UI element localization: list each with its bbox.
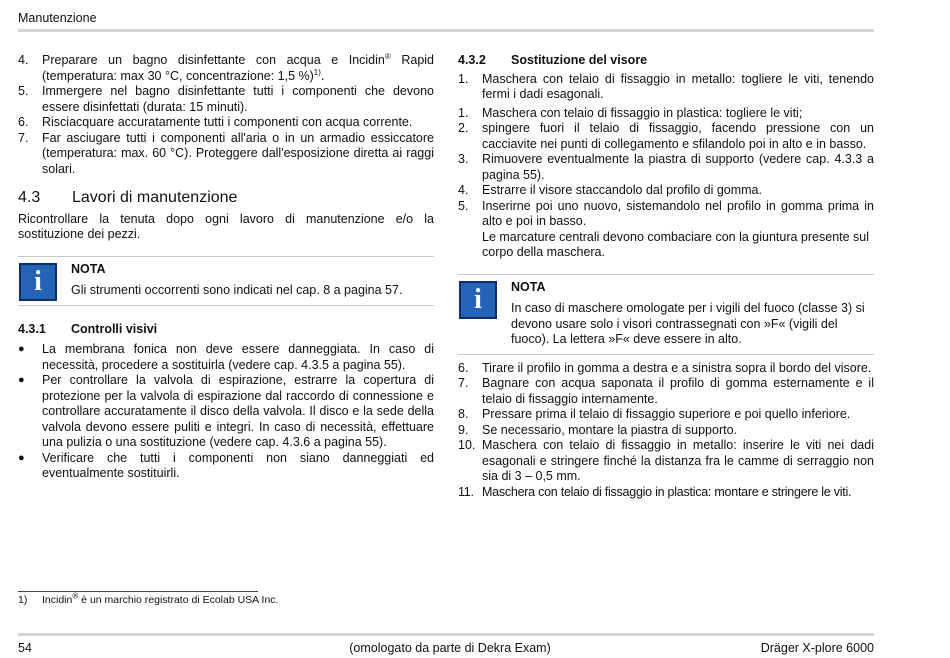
bullet-icon: ● (18, 343, 25, 355)
step-number: 4. (18, 53, 29, 67)
step-text: Maschera con telaio di fissaggio in metallo: inserire le viti nei dadi esagonali e stringere finché la distanza fra le camme di serraggio non sia di 3 – 0,5 mm. (482, 438, 874, 483)
footnote-text: Incidin (42, 594, 73, 606)
step-7 (18, 131, 434, 178)
step-4 (458, 183, 874, 199)
footnote-rule (18, 591, 258, 592)
page-number: 54 (18, 641, 32, 655)
note-text: In caso di maschere omologate per i vigili del fuoco (classe 3) si devono usare solo i visori contrassegnati con »F« (vigili del fuoco). La lettera »F« deve essere in alto. (511, 301, 865, 346)
step-2 (458, 121, 874, 152)
list-item (18, 373, 434, 451)
footnote-ref: 1) (313, 67, 321, 77)
registered-mark: ® (72, 591, 79, 601)
step-number: 5. (458, 198, 469, 213)
step-number: 10. (458, 438, 476, 452)
registered-mark: ® (384, 51, 391, 61)
section-heading (18, 190, 434, 206)
step-7 (458, 376, 874, 407)
step-5 (458, 199, 874, 261)
footer-rule (18, 633, 874, 636)
disinfection-steps (18, 53, 434, 177)
step-text: Maschera con telaio di fissaggio in plastica: montare e stringere le viti. (482, 484, 852, 499)
step-number: 11. (458, 484, 474, 499)
note-box (458, 274, 874, 355)
step-text-cont: Rapid (temperatura: max 30 °C, concentrazione: 1,5 %) (42, 53, 434, 83)
visual-checks-list (18, 342, 434, 482)
footnote (18, 591, 279, 606)
note-box (18, 256, 434, 306)
step-text: Se necessario, montare la piastra di supporto. (482, 422, 737, 437)
info-icon: i (19, 263, 57, 301)
step-number: 6. (18, 115, 29, 129)
note-title: NOTA (511, 279, 546, 294)
step-text: Inserirne poi uno nuovo, sistemandolo nel profilo in gomma prima in alto e poi in basso. (482, 198, 874, 228)
step-number: 7. (18, 130, 29, 145)
step-5-extra: Le marcature centrali devono combaciare con la giuntura presente sul corpo della maschera. (482, 229, 870, 259)
subsection-heading (458, 53, 874, 69)
step-number: 6. (458, 360, 469, 375)
bullet-icon: ● (18, 451, 25, 464)
step-text: Far asciugare tutti i componenti all'aria o in un armadio essiccatore (temperatura: max. 60 °C). Proteggere dall'esposizione diretta ai raggi solari. (42, 130, 434, 176)
step-number: 9. (458, 422, 469, 437)
step-text: Immergere nel bagno disinfettante tutti i componenti che devono essere disinfettati (durata: 15 minuti). (42, 84, 434, 114)
step-number: 1. (458, 71, 469, 86)
subsection-number: 4.3.1 (18, 321, 46, 336)
step-number: 4. (458, 183, 469, 197)
header-rule (18, 29, 874, 32)
list-item-text: La membrana fonica non deve essere danneggiata. In caso di necessità, procedere a sostituirla (vedere cap. 4.3.5 a pagina 55). (42, 342, 434, 372)
footer-approval: (omologato da parte di Dekra Exam) (349, 641, 551, 655)
list-item-text: Per controllare la valvola di espirazione, estrarre la copertura di protezione per la valvola di espirazione dal raccordo di connessione e controllare accuratamente il disco della valvola. Il disco e la sede della valvola devono essere puliti e integri. In caso di necessità, effettuare una pulizia o una sostituzione (vedere cap. 4.3.6 a pagina 55). (42, 373, 434, 449)
step-6 (18, 115, 434, 131)
step-9 (458, 423, 874, 439)
step-text: Bagnare con acqua saponata il profilo di gomma esternamente e il telaio di fissaggio internamente. (482, 376, 874, 406)
step-number: 8. (458, 407, 469, 421)
step-text: spingere fuori il telaio di fissaggio, facendo pressione con un cacciavite nei punti di collegamento e sfilandolo poi in alto e in basso. (482, 121, 874, 151)
visor-steps-plastic (458, 106, 874, 261)
footnote-text-cont: è un marchio registrato di Ecolab USA Inc. (78, 594, 279, 606)
step-text: Estrarre il visore staccandolo dal profilo di gomma. (482, 183, 762, 197)
subsection-title: Sostituzione del visore (511, 53, 648, 67)
visor-steps-metal (458, 72, 874, 103)
step-text-end: . (320, 68, 325, 83)
step-number: 2. (458, 121, 469, 135)
section-title: Lavori di manutenzione (72, 189, 238, 206)
list-item (18, 342, 434, 373)
step-text: Tirare il profilo in gomma a destra e a sinistra sopra il bordo del visore. (482, 360, 872, 375)
step-text: Maschera con telaio di fissaggio in metallo: togliere le viti, tenendo fermi i dadi esagonali. (482, 71, 874, 101)
bullet-icon: ● (18, 374, 25, 386)
step-1-plastic (458, 106, 874, 122)
step-number: 3. (458, 152, 469, 166)
footnote-number: 1) (18, 594, 28, 606)
step-number: 5. (18, 84, 29, 98)
step-text: Preparare un bagno disinfettante con acqua e Incidin (42, 53, 385, 67)
footer-product: Dräger X-plore 6000 (760, 641, 874, 655)
subsection-number: 4.3.2 (458, 53, 486, 67)
section-number: 4.3 (18, 189, 41, 206)
step-3 (458, 152, 874, 183)
step-number: 7. (458, 376, 469, 390)
step-1-metal (458, 72, 874, 103)
step-11 (458, 485, 874, 501)
note-text: Gli strumenti occorrenti sono indicati nel cap. 8 a pagina 57. (71, 283, 403, 297)
left-column (18, 53, 434, 482)
step-8 (458, 407, 874, 423)
list-item-text: Verificare che tutti i componenti non siano danneggiati ed eventualmente sostituirli. (42, 450, 434, 480)
step-text: Maschera con telaio di fissaggio in plastica: togliere le viti; (482, 105, 803, 120)
step-5 (18, 84, 434, 115)
section-paragraph: Ricontrollare la tenuta dopo ogni lavoro di manutenzione e/o la sostituzione dei pezzi. (18, 211, 434, 241)
visor-steps-continued (458, 361, 874, 501)
list-item (18, 451, 434, 482)
step-text: Rimuovere eventualmente la piastra di supporto (vedere cap. 4.3.3 a pagina 55). (482, 152, 874, 182)
step-6 (458, 361, 874, 377)
running-header: Manutenzione (18, 11, 97, 25)
subsection-heading (18, 322, 434, 338)
note-title: NOTA (71, 261, 106, 276)
step-text: Pressare prima il telaio di fissaggio superiore e poi quello inferiore. (482, 407, 851, 421)
subsection-title: Controlli visivi (71, 321, 158, 336)
step-text: Risciacquare accuratamente tutti i componenti con acqua corrente. (42, 115, 413, 129)
step-4 (18, 53, 434, 84)
info-icon: i (459, 281, 497, 319)
step-number: 1. (458, 105, 469, 120)
right-column (458, 53, 874, 500)
step-10 (458, 438, 874, 485)
